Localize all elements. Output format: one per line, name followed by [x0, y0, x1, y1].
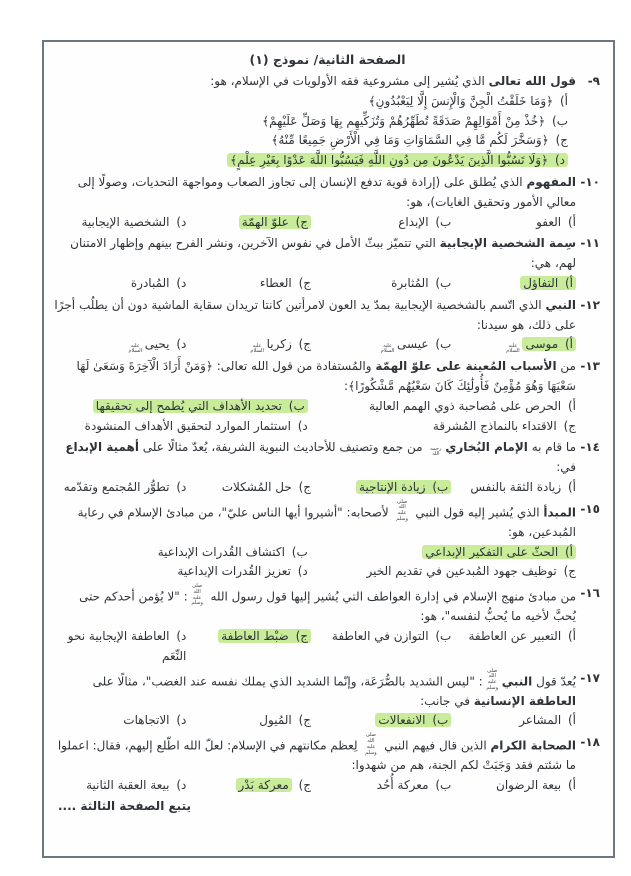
options-row — [54, 335, 576, 355]
option — [310, 417, 576, 437]
option-key: د) — [297, 564, 308, 579]
intro-text: من جمع وتصنيف للأحاديث النبوية الشريفة، يُعدّ مثالًا على — [138, 440, 427, 455]
intro-text: يُعدّ قول — [532, 673, 576, 688]
option-text: الإبداع — [398, 214, 429, 229]
option-key: أ) — [564, 544, 573, 559]
option-key: أ) — [567, 214, 576, 229]
option-text: التفاؤل — [523, 275, 559, 290]
option-text: معركة بَدْر — [236, 778, 292, 792]
option-text: علوّ الهمّة — [241, 214, 289, 229]
intro-text: في: — [556, 460, 576, 475]
intro-text: من — [556, 359, 576, 374]
option-text: العطاء — [259, 275, 292, 290]
question-number: ١٤- — [580, 440, 600, 455]
options-row — [54, 776, 576, 796]
option-highlighted-answer — [310, 543, 576, 563]
question-intro — [54, 357, 576, 397]
option-text: حل المُشكلات — [221, 479, 292, 494]
option-text: عيسى — [397, 337, 429, 352]
question-number: ١٥- — [580, 501, 600, 516]
option-key: أ) — [567, 479, 576, 494]
intro-text: التي تتميّز ببثّ الأمل في نفوس الآخرين، ونشر الفرح بينهم وإظهار الامتنان لهم، هي: — [70, 236, 576, 271]
option-key: د) — [176, 713, 187, 728]
pbuh-honorific-mark: صلى الله عليه وسلم — [396, 498, 408, 522]
option-key: ب) — [435, 214, 452, 229]
question-number: ١٦- — [580, 586, 600, 601]
option-text: ﴿خُذْ مِنْ أَمْوَالِهِمْ صَدَقَةً تُطَهِّرُهُمْ وَتُزَكِّيهِم بِهَا وَصَلِّ عَلَيْهِمْ﴾ — [262, 113, 546, 128]
option — [188, 274, 311, 294]
option-text: ﴿وَلَا تَسُبُّوا الَّذِينَ يَدْعُونَ مِن دُونِ اللَّهِ فَيَسُبُّوا اللَّهَ عَدْوًا بِغَيْرِ عِلْمٍ﴾ — [230, 153, 549, 168]
option-highlighted-answer — [313, 478, 451, 498]
option-key: د) — [297, 418, 308, 433]
option — [453, 627, 576, 667]
option-text: التعبير عن العاطفة — [468, 629, 562, 644]
option-text: المُبادرة — [130, 275, 170, 290]
answer-highlight — [356, 480, 451, 494]
question-intro — [54, 733, 576, 776]
option-text: يحيى — [144, 337, 170, 352]
option-key: ج) — [298, 778, 312, 793]
question-number: ١١- — [580, 236, 600, 251]
option-key: ج) — [295, 214, 309, 229]
option — [313, 627, 451, 667]
options-row — [54, 213, 576, 233]
option-text: معركة أُحُد — [376, 778, 429, 793]
option-highlighted-answer — [54, 151, 568, 171]
option-key: ب) — [288, 398, 305, 413]
answer-highlight — [375, 713, 451, 727]
option — [54, 131, 568, 151]
option — [453, 711, 576, 731]
option — [48, 776, 186, 796]
question-number: ١٨- — [580, 735, 600, 750]
option-key: ج) — [298, 275, 312, 290]
intro-text: النبي — [545, 297, 576, 312]
question-intro — [54, 500, 576, 543]
as-honorific-mark: عليه السلام — [506, 342, 520, 355]
options-row — [54, 627, 576, 667]
options-row — [54, 478, 576, 498]
question-intro — [54, 438, 576, 478]
option-key: د) — [176, 337, 187, 352]
option-key: ب) — [435, 629, 452, 644]
intro-text: : "لا يُؤمن أحدكم حتى يُحبَّ لأخيه ما يُحبُّ لنفسه"، هو: — [79, 589, 576, 624]
option — [453, 776, 576, 796]
question-intro — [54, 669, 576, 712]
option-key: د) — [176, 629, 187, 644]
answer-highlight — [522, 337, 576, 351]
option-text: تعزيز القُدرات الإبداعية — [177, 564, 291, 579]
intro-text: الذي يُشير إلى مشروعية فقه الأولويات في الإسلام، هو: — [210, 74, 489, 88]
option — [188, 335, 311, 355]
option-text: الحرص على مُصاحبة ذوي الهمم العالية — [368, 398, 562, 413]
options-row — [54, 274, 576, 294]
answer-highlight — [227, 153, 568, 167]
answer-highlight — [239, 215, 311, 229]
option-text: ضبْط العاطفة — [221, 629, 289, 644]
option — [313, 335, 451, 355]
question-17 — [54, 669, 601, 732]
option-key: ب) — [435, 778, 452, 793]
option — [313, 274, 451, 294]
option-text: موسى — [525, 337, 559, 352]
question-number: ٩- — [587, 74, 600, 88]
question-number: ١٣- — [580, 359, 600, 374]
option — [310, 397, 576, 417]
intro-text: الذي يُشير إليه قول النبي — [411, 504, 544, 519]
question-10 — [54, 173, 601, 232]
intro-text: الإمام البُخاري — [445, 440, 528, 455]
option-key: ب) — [435, 337, 452, 352]
option-highlighted-answer — [313, 711, 451, 731]
option-key: ب) — [432, 713, 449, 728]
option-key: د) — [176, 479, 187, 494]
as-honorific-mark: عليه السلام — [250, 342, 264, 355]
option-text: بيعة الرضوان — [496, 778, 562, 793]
option-key: ب) — [432, 479, 449, 494]
option — [52, 562, 308, 582]
option-text: زيادة الثقة بالنفس — [470, 479, 562, 494]
intro-text: الذين قال فيهم النبي — [380, 738, 491, 753]
option-text: المُثابرة — [391, 275, 429, 290]
option — [310, 562, 576, 582]
option-text: العفو — [536, 214, 562, 229]
intro-text: من مبادئ منهج الإسلام في إدارة العواطف التي يُشير إليها قول رسول الله — [206, 589, 576, 604]
option-text: ﴿وَسَخَّرَ لَكُم مَّا فِي السَّمَاوَاتِ وَمَا فِي الْأَرْضِ جَمِيعًا مِّنْهُ﴾ — [271, 133, 549, 148]
option — [54, 92, 568, 112]
option-key: ب) — [435, 275, 452, 290]
option-text: العاطفة الإيجابية نحو النِّعَم — [67, 629, 187, 663]
intro-text: سِمة الشخصية الإيجابية — [439, 236, 576, 251]
option-key: ب) — [552, 113, 568, 128]
option-highlighted-answer — [188, 213, 311, 233]
option-key: أ) — [559, 93, 568, 108]
answer-highlight — [93, 399, 308, 413]
intro-text: الذي يُطلق على (إرادة قوية تدفع الإنسان إلى تجاوز الصعاب ومواجهة التحديات، وصولًا إلى معالي الأمور وتحقيق الغايات)، هو: — [77, 174, 576, 209]
option-text: الاقتداء بالنماذج المُشرقة — [432, 418, 557, 433]
option-text: التوازن في العاطفة — [331, 629, 429, 644]
question-12 — [54, 296, 601, 355]
option-text: المشاعر — [519, 713, 562, 728]
option-key: ب) — [291, 544, 308, 559]
option-key: ج) — [563, 564, 576, 579]
pbuh-honorific-mark: صلى الله عليه وسلم — [486, 667, 499, 691]
option-key: ج) — [298, 337, 312, 352]
question-number: ١٢- — [580, 297, 600, 312]
option-key: أ) — [567, 713, 576, 728]
question-intro — [54, 234, 576, 274]
options-row — [54, 711, 576, 731]
intro-text: الصحابة الكرام — [490, 738, 576, 753]
option-text: اكتشاف القُدرات الإبداعية — [157, 544, 285, 559]
option-key: د) — [176, 214, 187, 229]
intro-text: المفهوم — [526, 174, 576, 189]
option-key: ج) — [563, 418, 576, 433]
option-highlighted-answer — [453, 335, 576, 355]
question-16 — [54, 584, 601, 666]
question-14 — [54, 438, 601, 497]
pbuh-honorific-mark: صلى الله عليه وسلم — [191, 583, 203, 607]
intro-text: الذي اتّسم بالشخصية الإيجابية بمدّ يد العون لامرأتين كانتا تريدان سقاية الماشية دون أن يطلُب أجرًا على ذلك، هو سيدنا: — [54, 297, 576, 332]
answer-highlight — [218, 629, 311, 643]
option-text: الشخصية الإيجابية — [81, 214, 170, 229]
option-key: ج) — [555, 133, 568, 148]
option-highlighted-answer — [453, 274, 576, 294]
answer-highlight — [422, 545, 576, 559]
intro-text: قول الله تعالى — [488, 74, 576, 88]
question-13 — [54, 357, 601, 436]
question-intro — [54, 173, 576, 213]
option-text: الانفعالات — [378, 713, 426, 728]
option-key: د) — [554, 153, 565, 168]
option-text: استثمار الموارد لتحقيق الأهداف المنشودة — [84, 418, 291, 433]
option-key: أ) — [564, 337, 573, 352]
option-text: تطوُّر المُجتمع وتقدّمه — [63, 479, 170, 494]
option — [48, 274, 186, 294]
question-number: ١٧- — [580, 670, 600, 685]
ra-honorific-mark: رحمه الله — [430, 445, 442, 458]
option — [54, 112, 568, 132]
question-intro — [54, 296, 576, 336]
option — [313, 213, 451, 233]
option-text: زيادة الإنتاجية — [359, 479, 426, 494]
as-honorific-mark: عليه السلام — [128, 342, 142, 355]
option-highlighted-answer — [188, 627, 311, 667]
option — [188, 478, 311, 498]
intro-text: النبي — [501, 673, 533, 688]
option — [188, 711, 311, 731]
option-key: د) — [176, 778, 187, 793]
question-number: ١٠- — [580, 174, 600, 189]
option — [48, 335, 186, 355]
option-key: د) — [176, 275, 187, 290]
option — [48, 711, 186, 731]
question-18 — [54, 733, 601, 796]
option-key: أ) — [567, 398, 576, 413]
option — [453, 478, 576, 498]
option-key: ج) — [298, 713, 312, 728]
options-grid — [54, 397, 576, 437]
continuation-note: يتبع الصفحة الثالثة .... — [58, 798, 191, 813]
question-9 — [54, 72, 601, 171]
intro-text: والمُستفادة من قول الله تعالى: ﴿وَمَنْ أَرَادَ الْآخِرَةَ وَسَعَىٰ لَهَا سَعْيَهَا وَهُوَ مُؤْمِنٌ فَأُولَٰئِكَ كَانَ سَعْيُهُم مَّشْكُورًا﴾: — [76, 359, 576, 393]
as-honorific-mark: عليه السلام — [380, 342, 395, 355]
option-key: ج) — [298, 479, 312, 494]
option-text: زكريا — [266, 337, 292, 352]
option — [48, 213, 186, 233]
option — [453, 213, 576, 233]
question-intro — [54, 584, 576, 627]
option — [52, 417, 308, 437]
option — [48, 627, 186, 667]
intro-text: ما قام به — [527, 440, 576, 455]
option-highlighted-answer — [188, 776, 311, 796]
intro-text: الأسباب المُعينة على علوّ الهمّة — [375, 359, 557, 374]
option-text: توظيف جهود المُبدعين في تقديم الخير — [366, 564, 557, 579]
option-key: أ) — [567, 629, 576, 644]
option-key: ج) — [295, 629, 309, 644]
exam-page-frame — [42, 40, 615, 858]
intro-text: لِعظم مكانتهم في الإسلام: لعلّ الله اطّلع إليهم، فقال: اعملوا ما شئتم فقد وَجَبَتْ لكم الجنة، هم من شهدوا: — [57, 738, 576, 773]
page-title: الصفحة الثانية/ نموذج (١) — [249, 52, 406, 67]
option-text: ﴿وَمَا خَلَقْتُ الْجِنَّ وَالْإِنسَ إِلَّا لِيَعْبُدُونِ﴾ — [368, 93, 554, 108]
option — [48, 478, 186, 498]
question-15 — [54, 500, 601, 582]
intro-text: لأصحابه: "أشيروا أيها الناس عليّ"، من مبادئ الإسلام في رعاية المُبدعين، هو: — [77, 504, 576, 539]
option — [52, 543, 308, 563]
options-list — [54, 92, 576, 171]
option-text: الاتجاهات — [123, 713, 170, 728]
question-11 — [54, 234, 601, 293]
intro-text: العاطفة الإنسانية — [473, 693, 576, 708]
option-text: الحثّ على التفكير الإبداعي — [425, 544, 559, 559]
option-key: أ) — [564, 275, 573, 290]
option — [313, 776, 451, 796]
pbuh-honorific-mark: صلى الله عليه وسلم — [365, 732, 377, 756]
intro-text: أهمية الإبداع — [65, 440, 139, 455]
option-key: أ) — [567, 778, 576, 793]
intro-text: في جانب: — [420, 693, 474, 708]
option-text: المُيول — [259, 713, 292, 728]
intro-text: : "ليس الشديد بالصُّرَعَة، وإنّما الشديد الذي يملك نفسه عند الغضب"، مثالًا على — [92, 673, 483, 688]
answer-highlight — [520, 276, 576, 290]
option-highlighted-answer — [52, 397, 308, 417]
option-text: تحديد الأهداف التي يُطمح إلى تحقيقها — [95, 398, 282, 413]
question-intro — [54, 72, 576, 92]
options-grid — [54, 543, 576, 583]
intro-text: المبدأ — [543, 504, 576, 519]
option-text: بيعة العقبة الثانية — [86, 778, 170, 793]
